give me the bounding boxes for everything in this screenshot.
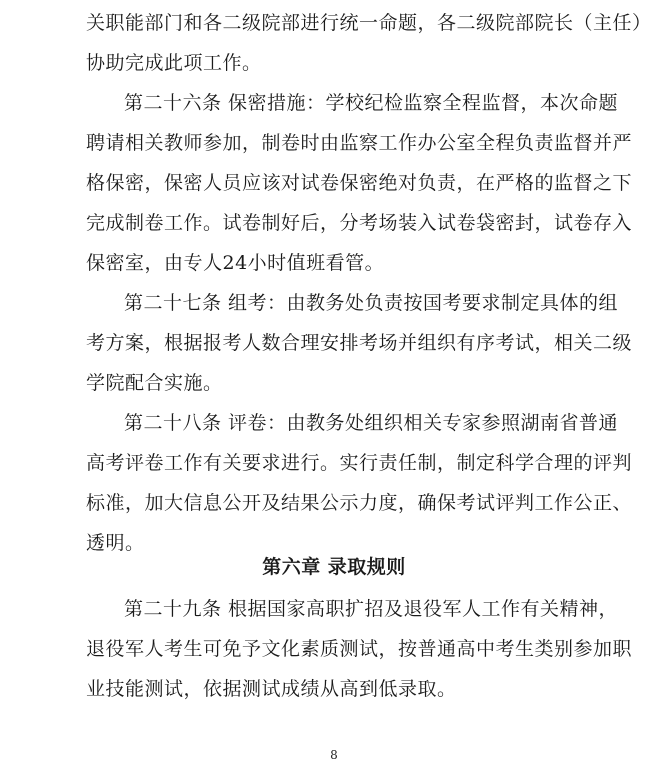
article-28-heading-line: 第二十八条 评卷：由教务处组织相关专家参照湖南省普通 — [124, 412, 619, 434]
page-number: 8 — [330, 748, 338, 762]
body-text-line: 学院配合实施。 — [86, 372, 223, 394]
body-text-line: 业技能测试，依据测试成绩从高到低录取。 — [86, 678, 457, 700]
body-text-line: 标准，加大信息公开及结果公示力度，确保考试评判工作公正、 — [86, 492, 633, 514]
body-text-line: 聘请相关教师参加，制卷时由监察工作办公室全程负责监督并严 — [86, 132, 633, 154]
body-text-line: 格保密，保密人员应该对试卷保密绝对负责，在严格的监督之下 — [86, 172, 633, 194]
body-text-line: 保密室，由专人24小时值班看管。 — [86, 252, 385, 274]
body-text-line: 高考评卷工作有关要求进行。实行责任制，制定科学合理的评判 — [86, 452, 633, 474]
body-text-line: 完成制卷工作。试卷制好后，分考场装入试卷袋密封，试卷存入 — [86, 212, 633, 234]
body-text-line: 协助完成此项工作。 — [86, 52, 262, 74]
article-29-heading-line: 第二十九条 根据国家高职扩招及退役军人工作有关精神， — [124, 598, 619, 620]
body-text-line: 关职能部门和各二级院部进行统一命题，各二级院部院长（主任） — [86, 12, 652, 34]
article-26-heading-line: 第二十六条 保密措施：学校纪检监察全程监督，本次命题 — [124, 92, 619, 114]
body-text-line: 考方案，根据报考人数合理安排考场并组织有序考试，相关二级 — [86, 332, 633, 354]
body-text-line: 退役军人考生可免予文化素质测试，按普通高中考生类别参加职 — [86, 638, 633, 660]
chapter-title: 第六章 录取规则 — [262, 556, 406, 578]
article-27-heading-line: 第二十七条 组考：由教务处负责按国考要求制定具体的组 — [124, 292, 619, 314]
body-text-line: 透明。 — [86, 532, 145, 554]
